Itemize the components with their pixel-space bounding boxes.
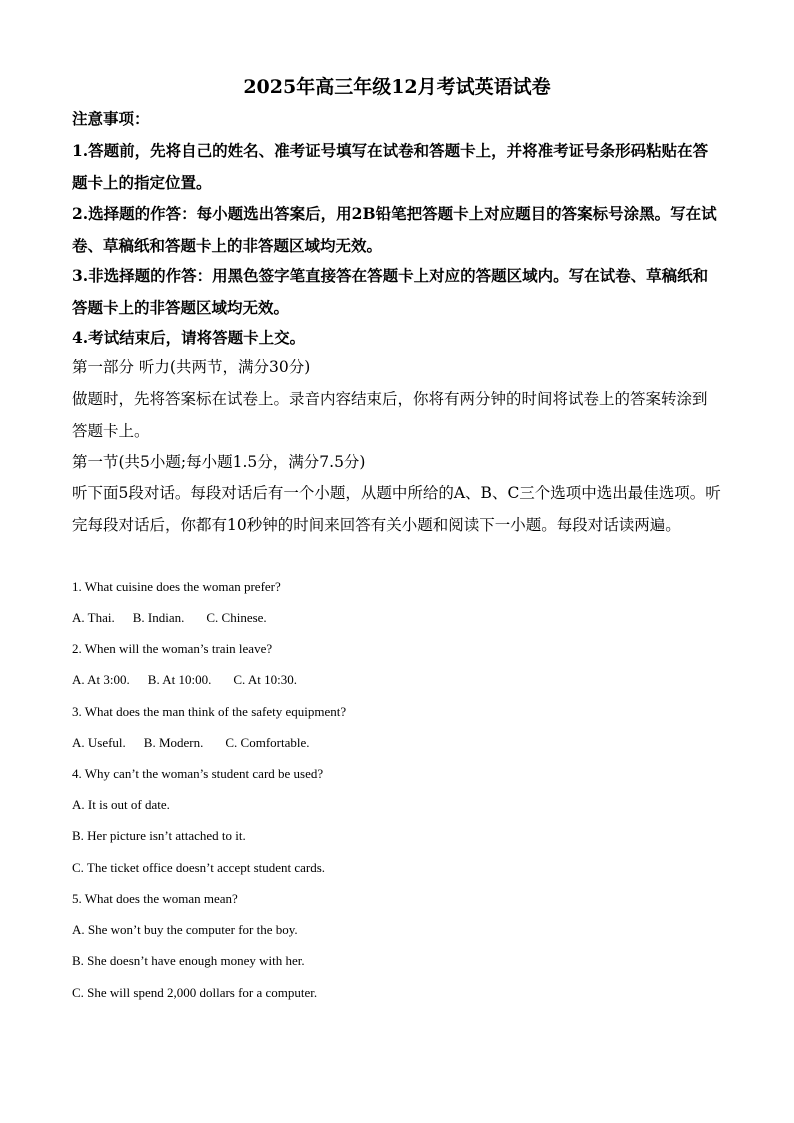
question-1-option-c: C. Chinese.	[206, 610, 267, 625]
section1-heading: 第一节(共5小题;每小题1.5分，满分7.5分)	[72, 453, 366, 471]
question-1-option-b: B. Indian.	[132, 610, 185, 625]
part1-instructions: 做题时，先将答案标在试卷上。录音内容结束后，你将有两分钟的时间将试卷上的答案转涂到答题卡上。	[72, 390, 708, 440]
question-5-option-c: C. She will spend 2,000 dollars for a computer.	[72, 985, 318, 1000]
question-3-option-a: A. Useful.	[72, 735, 126, 750]
question-3-stem: 3. What does the man think of the safety equipment?	[72, 704, 347, 719]
question-2-option-a: A. At 3:00.	[72, 672, 130, 687]
question-3-option-c: C. Comfortable.	[225, 735, 310, 750]
question-3-option-b: B. Modern.	[143, 735, 204, 750]
question-5-option-a: A. She won’t buy the computer for the boy.	[72, 922, 298, 937]
notice-heading: 注意事项：	[72, 109, 150, 128]
exam-title: 2025年高三年级12月考试英语试卷	[243, 76, 551, 98]
question-3-options	[72, 734, 722, 752]
question-2-option-c: C. At 10:30.	[233, 672, 297, 687]
question-4-option-c: C. The ticket office doesn’t accept student cards.	[72, 860, 326, 875]
question-5-option-b: B. She doesn’t have enough money with her.	[72, 953, 305, 968]
part1-heading: 第一部分 听力(共两节，满分30分)	[72, 358, 311, 376]
question-4-option-b: B. Her picture isn’t attached to it.	[72, 828, 246, 843]
notice-item-1: 1.答题前，先将自己的姓名、准考证号填写在试卷和答题卡上，并将准考证号条形码粘贴在答题卡上的指定位置。	[72, 141, 709, 192]
question-4-stem: 4. Why can’t the woman’s student card be used?	[72, 766, 324, 781]
question-1-option-a: A. Thai.	[72, 610, 115, 625]
notice-item-2: 2.选择题的作答：每小题选出答案后，用2B铅笔把答题卡上对应题目的答案标号涂黑。写在试卷、草稿纸和答题卡上的非答题区域均无效。	[72, 204, 717, 255]
question-4-option-a: A. It is out of date.	[72, 797, 170, 812]
section1-instructions: 听下面5段对话。每段对话后有一个小题，从题中所给的A、B、C三个选项中选出最佳选项。听完每段对话后，你都有10秒钟的时间来回答有关小题和阅读下一小题。每段对话读两遍。	[72, 484, 721, 534]
notice-item-3: 3.非选择题的作答：用黑色签字笔直接答在答题卡上对应的答题区域内。写在试卷、草稿纸和答题卡上的非答题区域均无效。	[72, 266, 709, 317]
question-2-stem: 2. When will the woman’s train leave?	[72, 641, 273, 656]
question-2-option-b: B. At 10:00.	[147, 672, 212, 687]
question-1-options	[72, 609, 722, 627]
question-5-stem: 5. What does the woman mean?	[72, 891, 238, 906]
notice-item-4: 4.考试结束后，请将答题卡上交。	[72, 328, 306, 347]
question-1-stem: 1. What cuisine does the woman prefer?	[72, 579, 281, 594]
question-2-options	[72, 671, 722, 689]
